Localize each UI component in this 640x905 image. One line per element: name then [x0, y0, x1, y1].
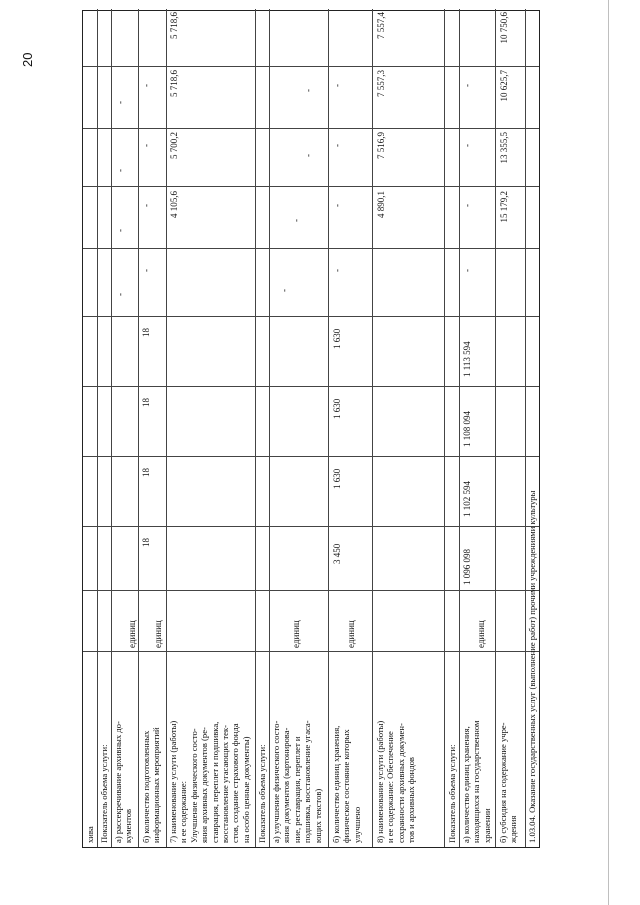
row-label: 8) наименование услуги (работы) и ее содержание: Обеспечение сохранности архивных докумен- тов и архивных фондов	[375, 720, 417, 843]
column-divider	[83, 386, 539, 387]
value-cell: 1 630	[332, 468, 342, 489]
value-cell: -	[141, 204, 151, 207]
value-cell: 1 102 594	[462, 481, 472, 517]
row-divider	[269, 9, 270, 847]
value-cell: 1 630	[332, 398, 342, 419]
row-label: а) улучшение физического состо- яния документов (картонирова- ние, реставрация, переплет и подшивка, восстановление угаса- ющих текстов)	[271, 720, 323, 843]
value-cell: -	[303, 154, 313, 157]
value-cell: -	[141, 84, 151, 87]
unit-cell: единиц	[153, 620, 163, 648]
column-divider	[83, 316, 539, 317]
indicator-table	[82, 10, 540, 848]
funding-cell: 4 105,6	[169, 191, 179, 218]
column-divider	[83, 186, 539, 187]
value-cell: -	[462, 204, 472, 207]
value-cell: 18	[141, 538, 151, 547]
value-cell: 18	[141, 328, 151, 337]
funding-cell: 13 355,5	[499, 132, 509, 164]
value-cell: -	[332, 144, 342, 147]
value-cell: 1 108 094	[462, 411, 472, 447]
value-cell: -	[332, 84, 342, 87]
value-cell: 18	[141, 398, 151, 407]
row-label: а) количество единиц хранения, находящихся на государственном хранении	[461, 720, 492, 843]
row-divider	[111, 9, 112, 847]
unit-cell: единиц	[346, 620, 356, 648]
column-divider	[83, 590, 539, 591]
section-heading: 1.03.04. Оказание государственных услуг (выполнение работ) прочими учреждениями культуры	[527, 490, 537, 843]
value-cell: -	[141, 144, 151, 147]
row-divider	[525, 9, 526, 847]
funding-cell: 7 557,3	[376, 70, 386, 97]
value-cell: -	[115, 229, 125, 232]
row-label: б) количество подготовленных информационных мероприятий	[141, 727, 162, 843]
row-divider	[255, 9, 256, 847]
funding-cell: 5 700,2	[169, 132, 179, 159]
column-divider	[83, 651, 539, 652]
unit-cell: единиц	[127, 620, 137, 648]
funding-cell: 10 750,6	[499, 12, 509, 44]
scan-edge-line	[608, 0, 609, 905]
column-divider	[83, 128, 539, 129]
row-divider	[495, 9, 496, 847]
column-divider	[83, 456, 539, 457]
row-label: Показатель объема услуги:	[257, 744, 267, 843]
funding-cell: 4 890,1	[376, 191, 386, 218]
value-cell: -	[462, 269, 472, 272]
row-divider	[166, 9, 167, 847]
value-cell: -	[279, 289, 289, 292]
value-cell: 1 630	[332, 328, 342, 349]
value-cell: -	[115, 101, 125, 104]
value-cell: 1 096 098	[462, 549, 472, 585]
funding-cell: 5 718,6	[169, 12, 179, 39]
funding-cell: 5 718,6	[169, 70, 179, 97]
value-cell: -	[332, 204, 342, 207]
row-label: 7) наименование услуги (работы) и ее содержание: Улучшение физического состо- яния архивных документов (ре- ставрация, переплет и подшивка, восстановление угасающих тек- стов, создание страхового фонда на особо ценные документы)	[168, 720, 251, 843]
value-cell: 3 450	[332, 543, 342, 564]
value-cell: 1 113 594	[462, 341, 472, 377]
funding-cell: 7 557,4	[376, 12, 386, 39]
value-cell: 18	[141, 468, 151, 477]
row-divider	[459, 9, 460, 847]
row-divider	[444, 9, 445, 847]
value-cell: -	[291, 219, 301, 222]
row-divider	[97, 9, 98, 847]
row-divider	[138, 9, 139, 847]
row-label: б) субсидия на содержание учре- ждения	[498, 722, 519, 843]
value-cell: -	[462, 84, 472, 87]
value-cell: -	[303, 89, 313, 92]
row-label: Показатель объема услуги:	[447, 744, 457, 843]
column-divider	[83, 248, 539, 249]
funding-cell: 10 625,7	[499, 70, 509, 102]
row-label: а) рассекречивание архивных до- кументов	[113, 721, 134, 843]
funding-cell: 7 516,9	[376, 132, 386, 159]
row-label: Показатель объема услуги:	[99, 744, 109, 843]
page-number: 20	[20, 52, 35, 67]
unit-cell: единиц	[476, 620, 486, 648]
table-header-fragment: хива	[85, 826, 95, 843]
unit-cell: единиц	[291, 620, 301, 648]
value-cell: -	[462, 144, 472, 147]
row-divider	[328, 9, 329, 847]
value-cell: -	[115, 293, 125, 296]
row-divider	[372, 9, 373, 847]
value-cell: -	[115, 169, 125, 172]
value-cell: -	[332, 269, 342, 272]
value-cell: -	[141, 269, 151, 272]
row-label: б) количество единиц хранения, физическое состояние которых улучшено	[331, 725, 362, 843]
funding-cell: 15 179,2	[499, 191, 509, 223]
column-divider	[83, 66, 539, 67]
column-divider	[83, 526, 539, 527]
